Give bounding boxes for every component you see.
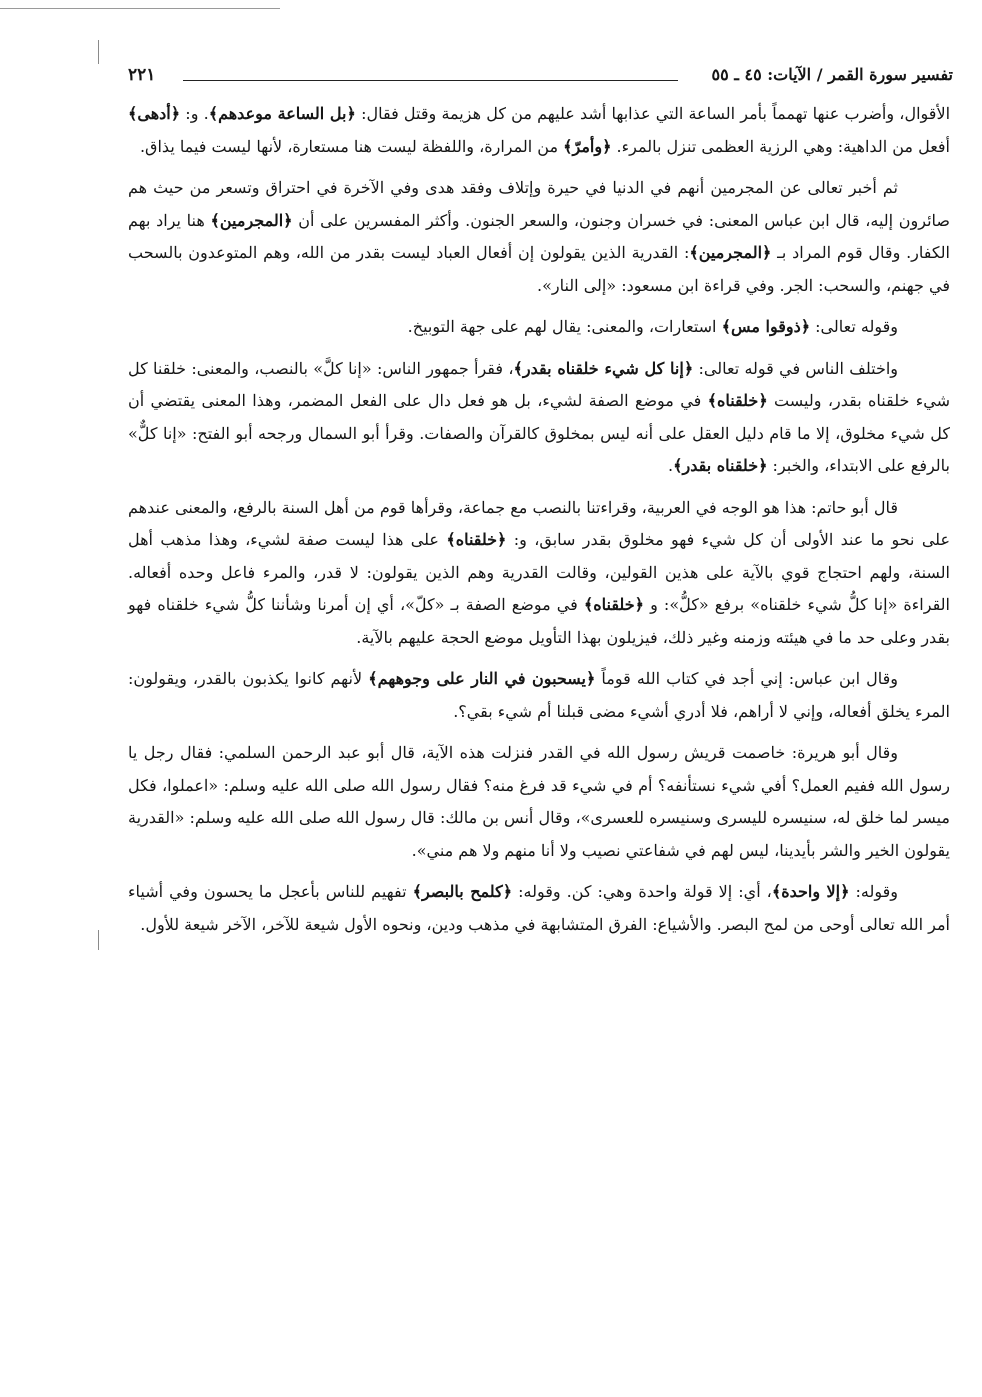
paragraph bbox=[128, 353, 950, 483]
quran-quote: ﴿إلا واحدة﴾ bbox=[771, 882, 850, 901]
page-header bbox=[128, 64, 953, 94]
text-run: ، فقرأ جمهور الناس: «إنا كلَّ» بالنصب، والمعنى: خلقنا كل شيء خلقناه بقدر، وليست bbox=[128, 358, 950, 410]
header-rule bbox=[183, 80, 678, 81]
text-run: ثم أخبر تعالى عن المجرمين أنهم في الدنيا في حيرة وإتلاف وفقد هدى وفي الآخرة في احتراق وتسعر من حيث هم صائرون إليه، قال ابن عباس المعنى: في خسران وجنون، والسعر الجنون. وأكثر المفسرين على أن bbox=[128, 178, 950, 230]
page-number: ٢٢١ bbox=[128, 65, 156, 85]
quran-quote: ﴿بل الساعة موعدهم﴾ bbox=[208, 104, 356, 123]
paragraph bbox=[128, 98, 950, 163]
quran-quote: ﴿خلقناه﴾ bbox=[707, 391, 768, 410]
paragraph bbox=[128, 663, 950, 728]
running-title: تفسير سورة القمر / الآيات: ٤٥ ـ ٥٥ bbox=[711, 65, 953, 84]
text-run: تفهيم للناس بأعجل ما يحسون وفي أشياء أمر الله تعالى أوحى من لمح البصر. والأشياع: الفرق المتشابهة في مذهب ودين، ونحوه الأول شيعة للآخر، الآخر شيعة للأول. bbox=[128, 882, 950, 934]
text-run: في موضع الصفة لشيء، بل هو فعل دال على الفعل المضمر، وهذا المعنى يقتضي أن كل شيء مخلوق، إلا ما قام دليل العقل على أنه ليس بمخلوق كالقرآن والصفات. وقرأ أبو السمال ورجحه أبو الفتح: «إنا كلٌّ» بالرفع على الابتداء، والخبر: bbox=[128, 391, 951, 475]
body-text bbox=[128, 98, 950, 950]
quran-quote: ﴿خلقناه﴾ bbox=[583, 595, 644, 614]
text-run: وقال أبو هريرة: خاصمت قريش رسول الله في القدر فنزلت هذه الآية، قال أبو عبد الرحمن السلمي: فقال رجل يا رسول الله ففيم العمل؟ أفي شيء نستأنفه؟ أم في شيء قد فرغ منه؟ فقال رسول الله صلى الله عليه وسلم: «اعملوا، فكل ميسر لما خلق له، سنيسره لليسرى وسنيسره للعسرى»، وقال أنس بن مالك: قال رسول الله صلى الله عليه وسلم: «القدرية يقولون الخير والشر بأيدينا، ليس لهم في شفاعتي نصيب ولا أنا منهم ولا هم مني». bbox=[128, 743, 950, 860]
text-run: : القدرية الذين يقولون إن أفعال العباد ليست بقدر من الله، وهم المتوعدون بالسحب في جهنم، والسحب: الجر. وفي قراءة ابن مسعود: «إلى النار». bbox=[128, 243, 950, 295]
quran-quote: ﴿خلقناه بقدر﴾ bbox=[673, 456, 768, 475]
paragraph bbox=[128, 172, 950, 302]
text-run: وقوله تعالى: bbox=[810, 317, 898, 336]
quran-quote: ﴿المجرمين﴾ bbox=[210, 210, 293, 230]
text-run: ، أي: إلا قولة واحدة وهي: كن. وقوله: bbox=[512, 882, 772, 901]
text-run: استعارات، والمعنى: يقال لهم على جهة التوبيخ. bbox=[407, 317, 722, 336]
quran-quote: ﴿يسحبون في النار على وجوههم﴾ bbox=[368, 669, 596, 688]
quran-quote: ﴿ذوقوا مس﴾ bbox=[721, 317, 811, 336]
text-run: من المرارة، واللفظة ليست هنا مستعارة، لأنها ليست فيما يذاق. bbox=[139, 136, 564, 156]
text-run: وقال ابن عباس: إني أجد في كتاب الله قوماً bbox=[595, 669, 898, 688]
scan-margin-mark bbox=[98, 40, 99, 64]
quran-quote: ﴿أدهى﴾ bbox=[128, 104, 181, 123]
quran-quote: ﴿خلقناه﴾ bbox=[446, 530, 507, 549]
quran-quote: ﴿المجرمين﴾ bbox=[689, 243, 772, 262]
quran-quote: ﴿كلمح بالبصر﴾ bbox=[412, 882, 513, 901]
quran-quote: ﴿وأمرّ﴾ bbox=[563, 136, 612, 156]
paragraph bbox=[128, 737, 950, 867]
text-run: وقوله: bbox=[849, 882, 899, 901]
text-run: لأنهم كانوا يكذبون بالقدر، ويقولون: المرء يخلق أفعاله، وإني لا أراهم، فلا أدري أشيء مضى قبلنا أم شيء بقي؟. bbox=[128, 669, 950, 721]
text-run: هنا يراد بهم الكفار. وقال قوم المراد بـ bbox=[128, 210, 950, 262]
text-run: . bbox=[668, 456, 674, 475]
paragraph bbox=[128, 876, 950, 941]
text-run: الأقوال، وأضرب عنها تهمماً بأمر الساعة التي عذابها أشد عليهم من كل هزيمة وقتل فقال: bbox=[355, 104, 951, 123]
text-run: أفعل من الداهية: وهي الرزية العظمى تنزل بالمرء. bbox=[611, 136, 950, 156]
scan-edge-line bbox=[0, 8, 280, 9]
text-run: . و: bbox=[180, 104, 209, 123]
scan-margin-mark bbox=[98, 930, 99, 950]
text-run: في موضع الصفة بـ «كلّ»، أي إن أمرنا وشأننا كلُّ شيء خلقناه فهو بقدر وعلى حد ما في هيئته وزمنه وغير ذلك، فيزيلون بهذا التأويل موضع الحجة عليهم بالآية. bbox=[128, 595, 950, 647]
paragraph bbox=[128, 492, 950, 655]
quran-quote: ﴿إنا كل شيء خلقناه بقدر﴾ bbox=[513, 358, 694, 378]
text-run: قال أبو حاتم: هذا هو الوجه في العربية، وقراءتنا بالنصب مع جماعة، وقرأها قوم من أهل السنة بالرفع، والمعنى عندهم على نحو ما عند الأولى أن كل شيء فهو مخلوق بقدر سابق، و: bbox=[128, 497, 951, 549]
text-run: على هذا ليست صفة لشيء، وهذا مذهب أهل السنة، ولهم احتجاج قوي بالآية على هذين القولين، وقالت القدرية وهم الذين يقولون: لا قدر، والمرء فاعل وحده أفعاله. القراءة «إنا كلُّ شيء خلقناه» برفع «كلُّ»: و bbox=[128, 530, 950, 614]
paragraph bbox=[128, 311, 950, 344]
text-run: واختلف الناس في قوله تعالى: bbox=[693, 358, 899, 378]
